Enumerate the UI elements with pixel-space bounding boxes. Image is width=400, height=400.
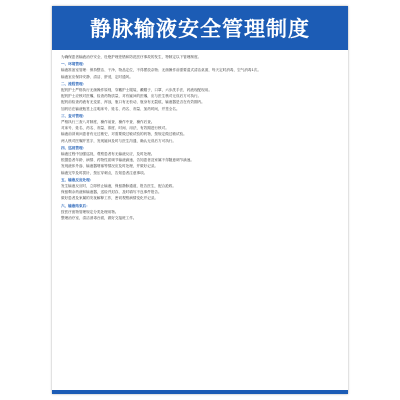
section-line: 两人核对医嘱并签字，发现疑问及时与医生沟通，确认无误后方可执行。 <box>61 138 176 143</box>
section-line: 输液前须询问患者有无过敏史，对需要做过敏试验的药物，按规定做过敏试验。 <box>61 132 187 137</box>
section-heading: 四、巡视管理： <box>61 145 87 150</box>
footer-bar <box>52 390 348 394</box>
intro-paragraph: 为确保患者输液治疗安全，杜绝护理差错和防范医疗事故的发生，特制定以下管理制度。 <box>61 55 202 59</box>
section-line: 输液过程中加强巡视，观察患者有无输液反应，及时处理。 <box>61 152 155 157</box>
section-line: 输液准备室管理：保持整洁、干净，物品定位，不得摆放杂物；无菌操作前需要湿式清洁桌面，每天定时消毒，空气消毒1次。 <box>61 68 261 73</box>
section-line: 发生输液反应时，立即停止输液，保留静脉通道，报告医生，配合抢救。 <box>61 184 176 189</box>
section-line: 对床号、姓名、药名、剂量、浓度、时间、用法、有效期进行核对。 <box>61 126 169 131</box>
section-line: 严格执行三查八对制度，操作前查、操作中查、操作后查。 <box>61 120 155 125</box>
section-line: 输液完毕及时拔针，按压穿刺点，告知患者注意事项。 <box>61 170 148 175</box>
section-line: 配药护士应核对医嘱，检查药物质量，对有疑问的医嘱，应与医生核对无误后方可执行。 <box>61 94 202 99</box>
section-heading: 三、查对管理： <box>61 113 87 118</box>
section-line: 按医疗废物管理规定分类处理用物。 <box>61 209 119 214</box>
section-line: 加药后在输液瓶签上注明床号、姓名、药名、剂量、加药时间，并签全名。 <box>61 106 180 111</box>
section-line: 整理治疗室，清洁消毒台面，做好交接班工作。 <box>61 216 137 221</box>
section-heading: 二、流程管理： <box>61 81 87 86</box>
section-line: 做好患者及家属的安抚解释工作，密切观察病情变化并记录。 <box>61 196 159 201</box>
section-line: 配药护士严格执行无菌操作原则，穿戴护士服装，戴帽子，口罩，六步洗手法，药液现配现用。 <box>61 88 212 93</box>
section-heading: 五、输液反应处理： <box>61 177 94 182</box>
section-heading: 六、输液结束后： <box>61 203 90 208</box>
title-banner <box>52 6 348 50</box>
regulation-poster <box>52 6 348 394</box>
section-line: 输液室应保持安静、清洁、舒适，定时通风。 <box>61 74 133 79</box>
section-line: 发现液体外渗、输液器堵塞等情况应及时处理，并做好记录。 <box>61 164 159 169</box>
section-line: 根据患者年龄、病情、药物性质调节输液滴速，告知患者及家属不得随意调节滴速。 <box>61 158 194 163</box>
section-line: 配药前检查药液有无变质、浑浊，瓶口有无松动，瓶身有无裂痕，输液器是否在有效期内。 <box>61 100 205 105</box>
page-title: 静脉输液安全管理制度 <box>90 17 310 41</box>
regulation-body <box>61 54 341 390</box>
section-line: 保留剩余药液和输液器，送检并封存，及时填写不良事件报告。 <box>61 190 162 195</box>
section-heading: 一、环境管理： <box>61 62 87 67</box>
